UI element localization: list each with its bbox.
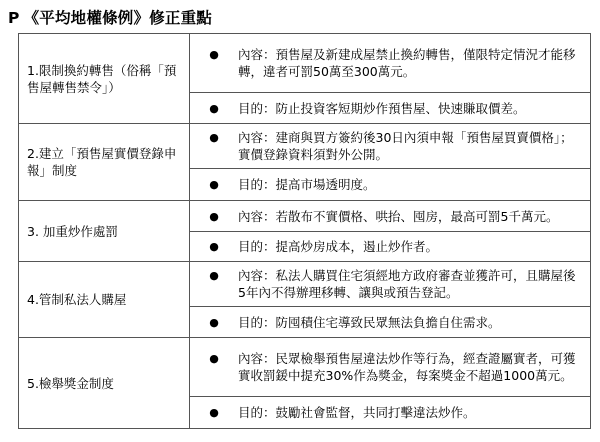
topic-cell: 5.檢舉獎金制度 (19, 338, 190, 429)
topic-cell: 2.建立「預售屋實價登錄申報」制度 (19, 124, 190, 201)
detail-text: 目的：防囤積住宅導致民眾無法負擔自住需求。 (238, 314, 501, 330)
page-title (8, 6, 212, 28)
detail-cell (190, 397, 591, 429)
bullet-icon: ● (209, 269, 219, 282)
detail-text: 目的：提高炒房成本，遏止炒作者。 (238, 239, 439, 254)
bullet-icon: ● (209, 131, 219, 144)
bullet-icon: ● (209, 48, 219, 61)
detail-text: 目的：防止投資客短期炒作預售屋、快速賺取價差。 (238, 100, 526, 116)
table-row (19, 34, 591, 93)
detail-text: 目的：提高市場透明度。 (238, 177, 376, 192)
table-row (19, 338, 591, 397)
amendment-table (18, 33, 591, 429)
bullet-icon: ● (209, 209, 219, 223)
detail-text: 內容：預售屋及新建成屋禁止換約轉售，僅限特定情況才能移轉，違者可罰50萬至300萬元。 (238, 47, 576, 79)
topic-cell: 3. 加重炒作處罰 (19, 201, 190, 262)
detail-cell (190, 338, 591, 397)
detail-cell (190, 262, 591, 307)
detail-cell (190, 93, 591, 124)
bullet-icon: ● (209, 178, 219, 191)
detail-cell (190, 169, 591, 201)
detail-cell (190, 307, 591, 338)
detail-cell (190, 201, 591, 232)
bullet-icon: ● (209, 352, 219, 365)
table-row (19, 124, 591, 169)
title-marker: P (8, 9, 20, 27)
detail-text: 內容：若散布不實價格、哄抬、囤房，最高可罰5千萬元。 (238, 208, 559, 224)
title-text: 《平均地權條例》修正重點 (23, 9, 212, 27)
detail-cell (190, 232, 591, 262)
detail-text: 目的：鼓勵社會監督，共同打擊違法炒作。 (238, 405, 476, 420)
detail-text: 內容：私法人購買住宅須經地方政府審查並獲許可，且購屋後5年內不得辦理移轉、讓與或預告登記。 (238, 268, 576, 300)
bullet-icon: ● (209, 315, 219, 329)
bullet-icon: ● (209, 406, 219, 419)
table-row (19, 262, 591, 307)
detail-cell (190, 124, 591, 169)
topic-cell: 1.限制換約轉售（俗稱「預售屋轉售禁令」） (19, 34, 190, 124)
detail-text: 內容：建商與買方簽約後30日內須申報「預售屋買賣價格」；實價登錄資料須對外公開。 (238, 130, 573, 162)
topic-cell: 4.管制私法人購屋 (19, 262, 190, 338)
detail-cell (190, 34, 591, 93)
bullet-icon: ● (209, 240, 219, 253)
table-row (19, 201, 591, 232)
bullet-icon: ● (209, 101, 219, 115)
detail-text: 內容：民眾檢舉預售屋違法炒作等行為，經查證屬實者，可獲實收罰鍰中提充30%作為獎金，每案獎金不超過1000萬元。 (238, 351, 576, 383)
